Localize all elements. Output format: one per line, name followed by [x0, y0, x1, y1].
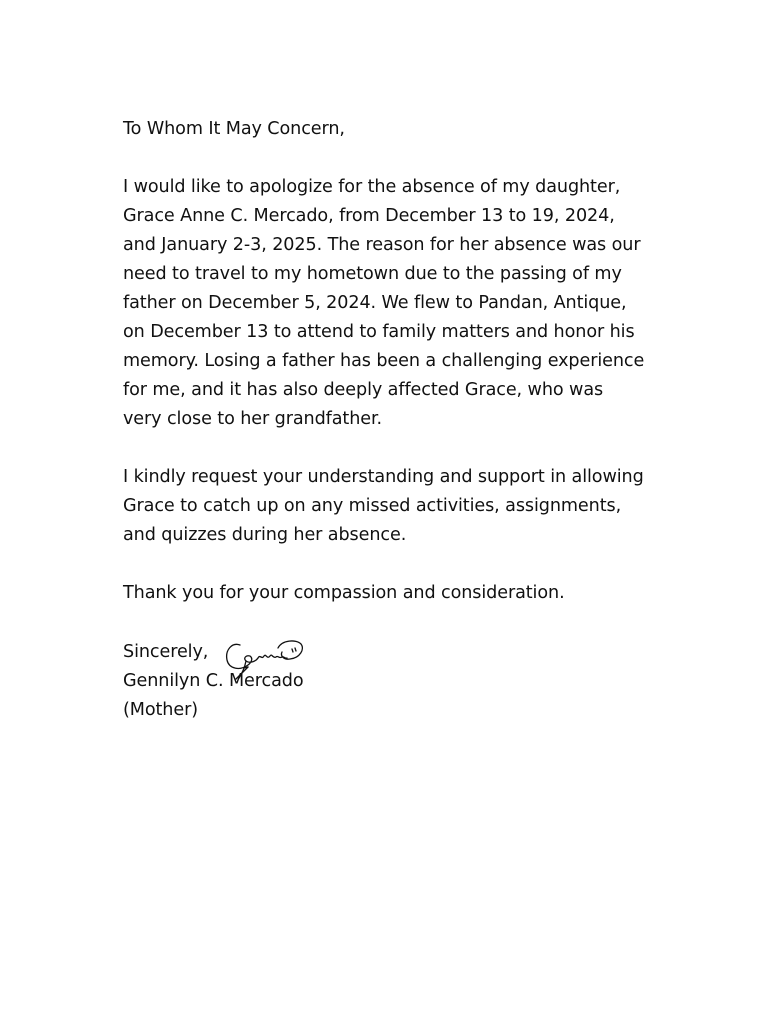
paragraph1-line-2: Grace Anne C. Mercado, from December 13 to 19, 2024, [123, 206, 615, 226]
paragraph1-line-7: memory. Losing a father has been a challenging experience [123, 351, 645, 371]
signer-name: Gennilyn C. Mercado [123, 671, 304, 691]
closing: Sincerely, [123, 642, 209, 662]
paragraph1-line-8: for me, and it has also deeply affected Grace, who was [123, 380, 604, 400]
paragraph1-line-4: need to travel to my hometown due to the passing of my [123, 264, 622, 284]
greeting: To Whom It May Concern, [123, 119, 345, 139]
paragraph1-line-9: very close to her grandfather. [123, 409, 382, 429]
paragraph2-line-2: Grace to catch up on any missed activities, assignments, [123, 496, 622, 516]
paragraph1-line-3: and January 2-3, 2025. The reason for her absence was our [123, 235, 641, 255]
paragraph1-line-6: on December 13 to attend to family matters and honor his [123, 322, 635, 342]
paragraph1-line-5: father on December 5, 2024. We flew to Pandan, Antique, [123, 293, 627, 313]
paragraph1-line-1: I would like to apologize for the absence of my daughter, [123, 177, 621, 197]
paragraph2-line-3: and quizzes during her absence. [123, 525, 407, 545]
signer-role: (Mother) [123, 700, 198, 720]
handwritten-signature [222, 634, 306, 680]
paragraph2-line-1: I kindly request your understanding and support in allowing [123, 467, 644, 487]
paragraph3: Thank you for your compassion and consideration. [123, 583, 565, 603]
